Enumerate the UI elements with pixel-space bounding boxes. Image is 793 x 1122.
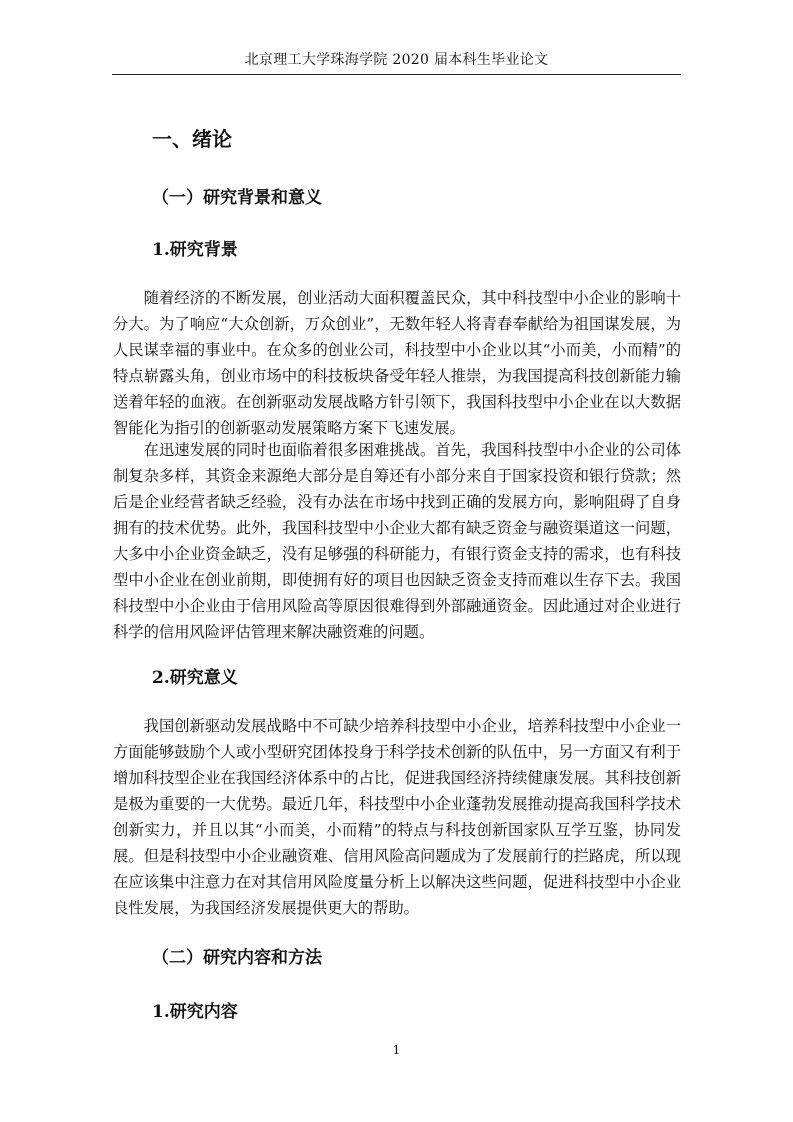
page-number: 1 xyxy=(392,1043,401,1057)
section-heading-content-methods: （二）研究内容和方法 xyxy=(152,948,322,968)
subsection-heading-significance: 2.研究意义 xyxy=(152,668,238,688)
section-heading-background: （一）研究背景和意义 xyxy=(152,188,322,208)
subsection-heading-content: 1.研究内容 xyxy=(152,1002,238,1022)
paragraph-background-2: 在迅速发展的同时也面临着很多困难挑战。首先，我国科技型中小企业的公司体制复杂多样，其资金来源绝大部分是自筹还有小部分来自于国家投资和银行贷款；然后是企业经营者缺乏经验，没有办法在市场中找到正确的发展方向，影响阻碍了自身拥有的技术优势。此外，我国科技型中小企业大都有缺乏资金与融资渠道这一问题，大多中小企业资金缺乏，没有足够强的科研能力，有银行资金支持的需求，也有科技型中小企业在创业前期，即使拥有好的项目也因缺乏资金支持而难以生存下去。我国科技型中小企业由于信用风险高等原因很难得到外部融通资金。因此通过对企业进行科学的信用风险评估管理来解决融资难的问题。 xyxy=(113,441,681,641)
chapter-heading: 一、绪论 xyxy=(152,127,232,151)
subsection-heading-background: 1.研究背景 xyxy=(152,240,238,260)
header-divider xyxy=(112,74,681,75)
running-header: 北京理工大学珠海学院 2020 届本科生毕业论文 xyxy=(244,52,549,68)
paragraph-background-1: 随着经济的不断发展，创业活动大面积覆盖民众，其中科技型中小企业的影响十分大。为了响应“大众创新，万众创业”，无数年轻人将青春奉献给为祖国谋发展，为人民谋幸福的事业中。在众多的创业公司，科技型中小企业以其“小而美，小而精”的特点崭露头角，创业市场中的科技板块备受年轻人推崇，为我国提高科技创新能力输送着年轻的血液。在创新驱动发展战略方针引领下，我国科技型中小企业在以大数据智能化为指引的创新驱动发展策略方案下飞速发展。 xyxy=(113,289,681,437)
paragraph-significance: 我国创新驱动发展战略中不可缺少培养科技型中小企业，培养科技型中小企业一方面能够鼓励个人或小型研究团体投身于科学技术创新的队伍中，另一方面又有利于增加科技型企业在我国经济体系中的占比，促进我国经济持续健康发展。其科技创新是极为重要的一大优势。最近几年，科技型中小企业蓬勃发展推动提高我国科学技术创新实力，并且以其“小而美，小而精”的特点与科技创新国家队互学互鉴，协同发展。但是科技型中小企业融资难、信用风险高问题成为了发展前行的拦路虎，所以现在应该集中注意力在对其信用风险度量分析上以解决这些问题，促进科技型中小企业良性发展，为我国经济发展提供更大的帮助。 xyxy=(113,717,681,917)
